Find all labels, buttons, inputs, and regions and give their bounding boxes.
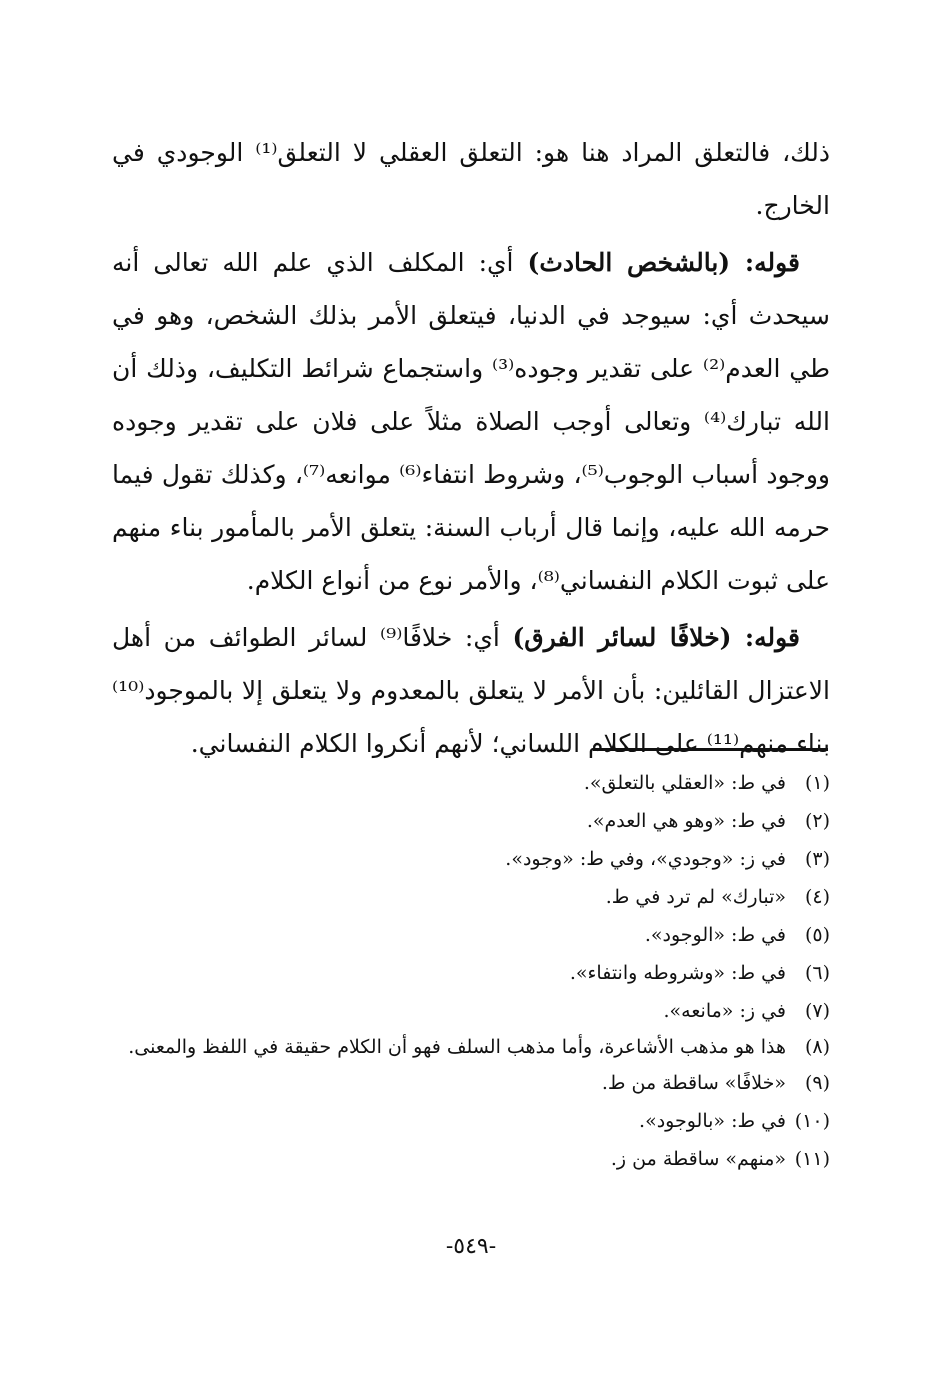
footnote-number: (٢)	[804, 810, 830, 832]
paragraph-1-text: ذلك، فالتعلق المراد هنا هو: التعلق العقلي لا التعلق⁽¹⁾ الوجودي في الخارج.	[112, 138, 830, 220]
footnote-number: (١١)	[794, 1148, 830, 1170]
footnote-number: (٨)	[804, 1036, 830, 1058]
footnote-number: (٣)	[804, 848, 830, 870]
footnote-text: في ط: «العقلي بالتعلق».	[583, 772, 786, 794]
footnote	[112, 878, 830, 916]
paragraph-1	[112, 126, 830, 232]
footnote-number: (٧)	[804, 1000, 830, 1022]
footnote	[112, 992, 830, 1030]
footnote	[112, 916, 830, 954]
paragraph-2-text: أي: المكلف الذي علم الله تعالى أنه سيحدث أي: سيوجد في الدنيا، فيتعلق الأمر بذلك الشخص، وهو في طي العدم⁽²⁾ على تقدير وجوده⁽³⁾ واستجماع شرائط التكليف، وذلك أن الله تبارك⁽⁴⁾ وتعالى أوجب الصلاة مثلاً على فلان على تقدير وجوده ووجود أسباب الوجوب⁽⁵⁾، وشروط انتفاء⁽⁶⁾ موانعه⁽⁷⁾، وكذلك تقول فيما حرمه الله عليه، وإنما قال أرباب السنة: يتعلق الأمر بالمأمور بناء منهم على ثبوت الكلام النفساني⁽⁸⁾، والأمر نوع من أنواع الكلام.	[112, 248, 831, 595]
footnote	[112, 840, 830, 878]
footnote-number: (٤)	[804, 886, 830, 908]
footnote	[112, 1140, 830, 1178]
footnote	[112, 954, 830, 992]
main-text	[112, 126, 830, 770]
footnote-text: في ط: «وشروطه وانتفاء».	[569, 962, 786, 984]
footnote-text: «تبارك» لم ترد في ط.	[605, 886, 786, 908]
footnote-text: في ز: «مانعه».	[663, 1000, 786, 1022]
footnotes	[112, 764, 830, 1178]
footnote-text: في ز: «وجودي»، وفي ط: «وجود».	[505, 848, 786, 870]
footnote-separator	[593, 748, 828, 751]
paragraph-3	[112, 611, 830, 770]
footnote	[112, 1102, 830, 1140]
footnote-number: (٦)	[804, 962, 830, 984]
footnote-number: (٥)	[804, 924, 830, 946]
footnote	[112, 764, 830, 802]
footnote-number: (٩)	[804, 1072, 830, 1094]
footnote-text: «منهم» ساقطة من ز.	[610, 1148, 786, 1170]
footnote	[112, 1064, 830, 1102]
footnote-text: في ط: «بالوجود».	[639, 1110, 786, 1132]
footnote	[112, 1030, 830, 1064]
page-number: -٥٤٩-	[445, 1234, 497, 1259]
footnote-text: هذا هو مذهب الأشاعرة، وأما مذهب السلف فهو أن الكلام حقيقة في اللفظ والمعنى.	[128, 1036, 786, 1058]
footnote-number: (١٠)	[794, 1110, 830, 1132]
footnote-text: «خلافًا» ساقطة من ط.	[601, 1072, 786, 1094]
paragraph-2	[112, 236, 830, 607]
footnote-number: (١)	[804, 772, 830, 794]
footnote-text: في ط: «وهو هي العدم».	[586, 810, 786, 832]
footnote-text: في ط: «الوجود».	[644, 924, 786, 946]
paragraph-2-lead: قوله: (بالشخص الحادث)	[527, 248, 800, 277]
paragraph-3-lead: قوله: (خلافًا لسائر الفرق)	[512, 623, 801, 652]
paragraph-3-text: أي: خلافًا⁽⁹⁾ لسائر الطوائف من أهل الاعتزال القائلين: بأن الأمر لا يتعلق بالمعدوم ولا يتعلق إلا بالموجود⁽¹⁰⁾ بناء منهم⁽¹¹⁾ على الكلام اللساني؛ لأنهم أنكروا الكلام النفساني.	[112, 623, 830, 758]
footnote	[112, 802, 830, 840]
